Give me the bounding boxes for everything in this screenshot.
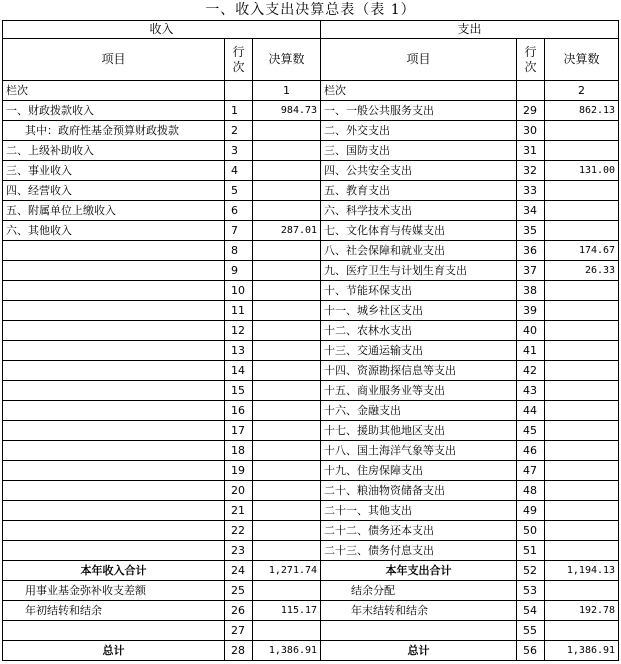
table-row (3, 441, 619, 461)
income-line-no: 23 (225, 541, 253, 561)
income-summary-item: 年初结转和结余 (3, 601, 225, 621)
expense-item: 一、一般公共服务支出 (321, 101, 517, 121)
expense-amount (545, 121, 619, 141)
income-line-no: 16 (225, 401, 253, 421)
expense-item: 二十三、债务付息支出 (321, 541, 517, 561)
income-item (3, 341, 225, 361)
income-line-no: 2 (225, 121, 253, 141)
income-amount (253, 301, 321, 321)
income-line-no: 4 (225, 161, 253, 181)
income-item: 六、其他收入 (3, 221, 225, 241)
income-amount (253, 181, 321, 201)
expense-item: 十八、国土海洋气象等支出 (321, 441, 517, 461)
expense-amount (545, 341, 619, 361)
expense-amount (545, 501, 619, 521)
income-amount (253, 541, 321, 561)
income-column-index-label: 栏次 (3, 81, 225, 101)
table-row (3, 101, 619, 121)
expense-item: 二十、粮油物资储备支出 (321, 481, 517, 501)
income-line-no: 18 (225, 441, 253, 461)
expense-item: 十一、城乡社区支出 (321, 301, 517, 321)
expense-item: 八、社会保障和就业支出 (321, 241, 517, 261)
table-row (3, 181, 619, 201)
income-amount: 287.01 (253, 221, 321, 241)
expense-line-no: 52 (517, 561, 545, 581)
table-row (3, 241, 619, 261)
income-line-no: 14 (225, 361, 253, 381)
expense-line-no: 50 (517, 521, 545, 541)
table-row (3, 201, 619, 221)
expense-amount-header: 决算数 (545, 39, 619, 81)
income-item (3, 401, 225, 421)
income-line-no: 27 (225, 621, 253, 641)
income-line-no: 9 (225, 261, 253, 281)
income-item (3, 541, 225, 561)
expense-amount (545, 461, 619, 481)
income-item (3, 421, 225, 441)
table-row (3, 521, 619, 541)
expense-amount: 26.33 (545, 261, 619, 281)
expense-line-no: 36 (517, 241, 545, 261)
expense-item: 六、科学技术支出 (321, 201, 517, 221)
table-row (3, 501, 619, 521)
expense-section-label: 支出 (321, 21, 619, 39)
income-amount (253, 581, 321, 601)
expense-amount (545, 321, 619, 341)
expense-amount: 1,194.13 (545, 561, 619, 581)
income-item (3, 281, 225, 301)
income-line-no: 25 (225, 581, 253, 601)
income-item (3, 381, 225, 401)
expense-line-no: 38 (517, 281, 545, 301)
expense-item: 四、公共安全支出 (321, 161, 517, 181)
table-row (3, 261, 619, 281)
income-amount (253, 621, 321, 641)
income-item (3, 321, 225, 341)
income-amount: 1,271.74 (253, 561, 321, 581)
expense-item: 五、教育支出 (321, 181, 517, 201)
income-line-no: 3 (225, 141, 253, 161)
income-column-index: 1 (253, 81, 321, 101)
income-line-no: 8 (225, 241, 253, 261)
expense-amount (545, 541, 619, 561)
income-amount (253, 241, 321, 261)
income-item (3, 261, 225, 281)
summary-row (3, 561, 619, 581)
expense-amount (545, 441, 619, 461)
income-line-no: 20 (225, 481, 253, 501)
expense-line-header (517, 39, 545, 81)
expense-amount (545, 301, 619, 321)
income-line-no: 13 (225, 341, 253, 361)
expense-item: 九、医疗卫生与计划生育支出 (321, 261, 517, 281)
income-line-no: 5 (225, 181, 253, 201)
expense-amount (545, 181, 619, 201)
expense-summary-item: 年末结转和结余 (321, 601, 517, 621)
expense-item: 十二、农林水支出 (321, 321, 517, 341)
income-item (3, 501, 225, 521)
expense-item: 二十二、债务还本支出 (321, 521, 517, 541)
expense-item: 十七、援助其他地区支出 (321, 421, 517, 441)
expense-line-no: 53 (517, 581, 545, 601)
income-amount-header: 决算数 (253, 39, 321, 81)
expense-summary-item: 总计 (321, 641, 517, 661)
line-no-header-text: 行次 (524, 44, 537, 74)
income-line-no: 6 (225, 201, 253, 221)
expense-line-no: 51 (517, 541, 545, 561)
expense-amount (545, 201, 619, 221)
column-header-row (3, 39, 619, 81)
income-line-no: 28 (225, 641, 253, 661)
expense-item-header: 项目 (321, 39, 517, 81)
income-line-no: 1 (225, 101, 253, 121)
income-line-no: 19 (225, 461, 253, 481)
expense-line-no: 33 (517, 181, 545, 201)
expense-line-no: 42 (517, 361, 545, 381)
income-amount (253, 141, 321, 161)
income-summary-item: 本年收入合计 (3, 561, 225, 581)
expense-amount (545, 361, 619, 381)
income-line-header (225, 39, 253, 81)
income-item (3, 361, 225, 381)
table-row (3, 321, 619, 341)
income-amount (253, 121, 321, 141)
summary-row (3, 621, 619, 641)
expense-line-no: 44 (517, 401, 545, 421)
expense-item: 十四、资源勘探信息等支出 (321, 361, 517, 381)
expense-amount: 192.78 (545, 601, 619, 621)
income-amount: 1,386.91 (253, 641, 321, 661)
expense-amount (545, 221, 619, 241)
table-row (3, 301, 619, 321)
income-item: 三、事业收入 (3, 161, 225, 181)
income-line-no: 24 (225, 561, 253, 581)
income-line-no: 10 (225, 281, 253, 301)
table-row (3, 361, 619, 381)
income-amount (253, 481, 321, 501)
income-summary-item: 总计 (3, 641, 225, 661)
income-amount (253, 361, 321, 381)
expense-amount (545, 381, 619, 401)
expense-line-no: 41 (517, 341, 545, 361)
expense-amount (545, 621, 619, 641)
table-title: 一、收入支出决算总表（表 1） (205, 2, 416, 18)
income-amount: 984.73 (253, 101, 321, 121)
income-item: 二、上级补助收入 (3, 141, 225, 161)
income-amount (253, 441, 321, 461)
expense-item: 二十一、其他支出 (321, 501, 517, 521)
income-amount (253, 201, 321, 221)
expense-summary-item: 本年支出合计 (321, 561, 517, 581)
income-item (3, 521, 225, 541)
expense-line-no: 31 (517, 141, 545, 161)
table-row (3, 401, 619, 421)
expense-line-no: 34 (517, 201, 545, 221)
expense-line-no: 56 (517, 641, 545, 661)
income-line-no: 17 (225, 421, 253, 441)
expense-line-no: 32 (517, 161, 545, 181)
expense-item: 七、文化体育与传媒支出 (321, 221, 517, 241)
table-row (3, 141, 619, 161)
income-item (3, 301, 225, 321)
expense-line-no: 49 (517, 501, 545, 521)
income-expense-table (2, 20, 619, 661)
expense-line-no: 29 (517, 101, 545, 121)
expense-column-index: 2 (545, 81, 619, 101)
income-item: 其中：政府性基金预算财政拨款 (3, 121, 225, 141)
expense-line-no: 40 (517, 321, 545, 341)
income-item (3, 461, 225, 481)
income-amount (253, 261, 321, 281)
income-line-no: 22 (225, 521, 253, 541)
income-line-no: 7 (225, 221, 253, 241)
income-amount (253, 461, 321, 481)
expense-column-index-no (517, 81, 545, 101)
table-row (3, 481, 619, 501)
income-line-no: 15 (225, 381, 253, 401)
table-row (3, 421, 619, 441)
expense-amount: 131.00 (545, 161, 619, 181)
expense-amount: 862.13 (545, 101, 619, 121)
expense-column-index-label: 栏次 (321, 81, 517, 101)
table-row (3, 281, 619, 301)
expense-item: 十、节能环保支出 (321, 281, 517, 301)
summary-row (3, 641, 619, 661)
expense-amount (545, 521, 619, 541)
expense-line-no: 39 (517, 301, 545, 321)
income-item: 四、经营收入 (3, 181, 225, 201)
expense-amount: 1,386.91 (545, 641, 619, 661)
income-amount (253, 401, 321, 421)
income-item (3, 481, 225, 501)
income-item-header: 项目 (3, 39, 225, 81)
summary-row (3, 601, 619, 621)
expense-amount (545, 421, 619, 441)
summary-row (3, 581, 619, 601)
expense-item: 十三、交通运输支出 (321, 341, 517, 361)
expense-amount: 174.67 (545, 241, 619, 261)
income-item (3, 241, 225, 261)
expense-line-no: 48 (517, 481, 545, 501)
table-row (3, 541, 619, 561)
expense-amount (545, 401, 619, 421)
expense-item: 十五、商业服务业等支出 (321, 381, 517, 401)
table-row (3, 221, 619, 241)
column-index-row (3, 81, 619, 101)
income-amount (253, 341, 321, 361)
income-amount (253, 421, 321, 441)
income-column-index-no (225, 81, 253, 101)
expense-item: 二、外交支出 (321, 121, 517, 141)
income-item: 五、附属单位上缴收入 (3, 201, 225, 221)
expense-item: 十六、金融支出 (321, 401, 517, 421)
expense-line-no: 54 (517, 601, 545, 621)
income-amount (253, 501, 321, 521)
income-amount: 115.17 (253, 601, 321, 621)
expense-line-no: 35 (517, 221, 545, 241)
income-amount (253, 281, 321, 301)
expense-item: 十九、住房保障支出 (321, 461, 517, 481)
expense-amount (545, 281, 619, 301)
table-row (3, 341, 619, 361)
table-row (3, 121, 619, 141)
expense-item: 三、国防支出 (321, 141, 517, 161)
income-line-no: 12 (225, 321, 253, 341)
expense-summary-item: 结余分配 (321, 581, 517, 601)
expense-line-no: 46 (517, 441, 545, 461)
expense-line-no: 30 (517, 121, 545, 141)
expense-line-no: 47 (517, 461, 545, 481)
income-item (3, 441, 225, 461)
expense-line-no: 37 (517, 261, 545, 281)
expense-line-no: 43 (517, 381, 545, 401)
expense-amount (545, 581, 619, 601)
income-amount (253, 161, 321, 181)
income-item: 一、财政拨款收入 (3, 101, 225, 121)
income-line-no: 21 (225, 501, 253, 521)
line-no-header-text: 行次 (232, 44, 245, 74)
expense-summary-item (321, 621, 517, 641)
table-row (3, 161, 619, 181)
table-row (3, 381, 619, 401)
income-section-label: 收入 (3, 21, 321, 39)
income-summary-item: 用事业基金弥补收支差额 (3, 581, 225, 601)
expense-amount (545, 481, 619, 501)
income-summary-item (3, 621, 225, 641)
section-header-row (3, 21, 619, 39)
expense-line-no: 45 (517, 421, 545, 441)
income-amount (253, 321, 321, 341)
income-line-no: 26 (225, 601, 253, 621)
income-line-no: 11 (225, 301, 253, 321)
expense-line-no: 55 (517, 621, 545, 641)
expense-amount (545, 141, 619, 161)
income-amount (253, 381, 321, 401)
income-amount (253, 521, 321, 541)
table-row (3, 461, 619, 481)
